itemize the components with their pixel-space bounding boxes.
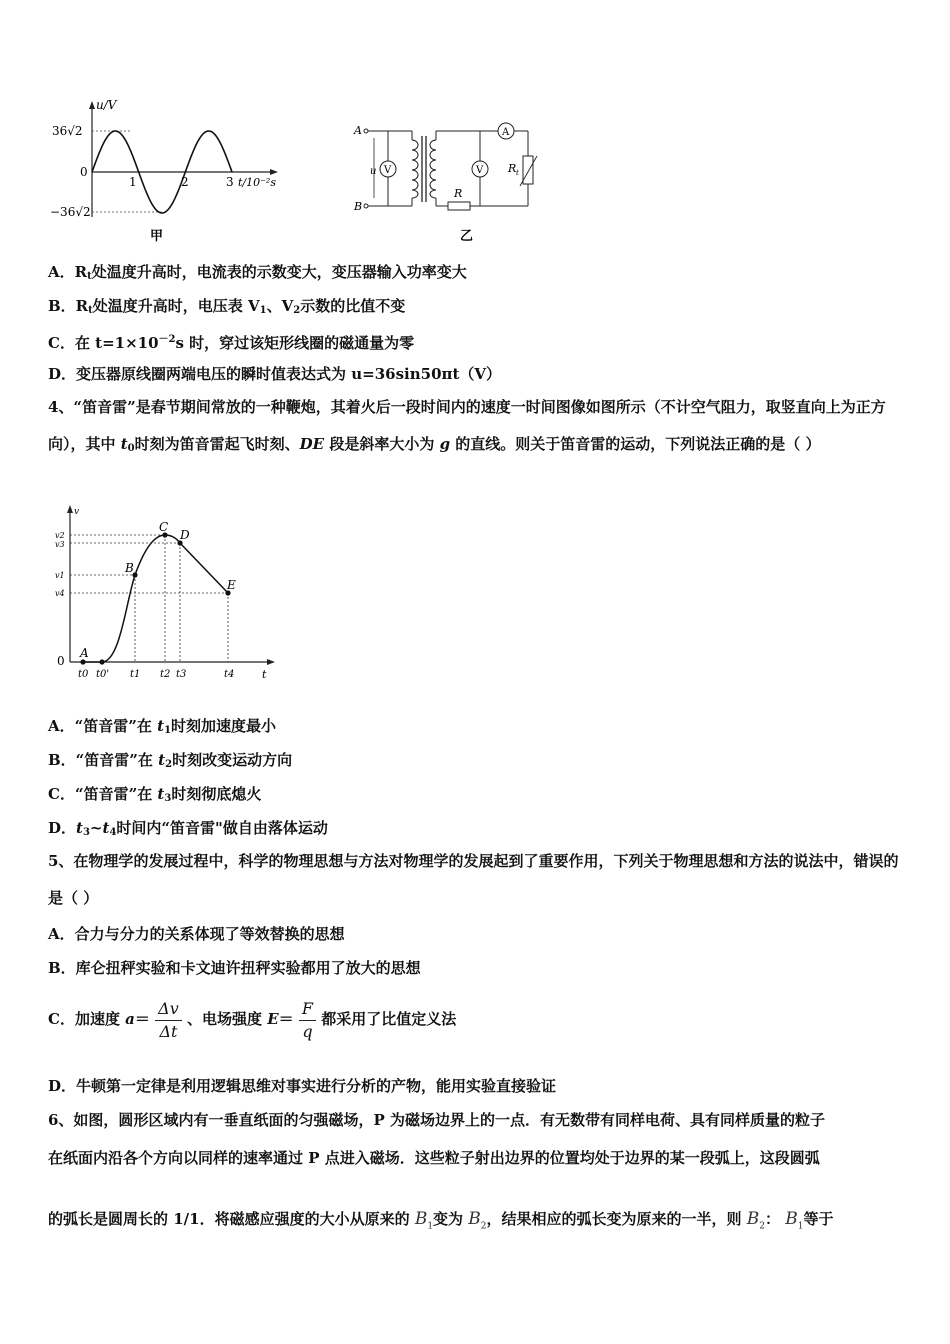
q4-option-d: D．$t_3\sim t_4$时间内“笛音雷"做自由落体运动 — [48, 819, 328, 838]
x-tick-3: 3 — [226, 175, 234, 189]
ammeter-label: A — [502, 127, 510, 138]
q6-line-3: 的弧长是圆周长的 1/1．将磁感应强度的大小从原来的 $B_1$变为 $B_2$，结果相应的弧长变为原来的一半，则 $B_2$： $B_1$等于 — [48, 1209, 834, 1232]
primary-coil — [412, 140, 418, 198]
svg-text:t: t — [516, 169, 519, 177]
thermistor-label: R — [508, 162, 517, 175]
figure-v-t-graph — [50, 502, 280, 687]
x-axis-arrow — [270, 169, 278, 175]
x-tick-2: 2 — [181, 175, 189, 189]
symbol-b1: $B_1$ — [414, 1209, 434, 1232]
origin-label: 0 — [80, 165, 88, 179]
secondary-coil — [430, 140, 436, 198]
q5-stem: 5、在物理学的发展过程中，科学的物理思想与方法对物理学的发展起到了重要作用，下列关于物理思想和方法的说法中，错误的是（ ） — [48, 852, 899, 907]
label-c: C — [159, 520, 169, 534]
caption-yi: 乙 — [460, 229, 474, 243]
voltmeter-v1-label: V — [384, 165, 392, 176]
q5-option-a: A．合力与分力的关系体现了等效替换的思想 — [48, 925, 345, 943]
q4-option-c: C．“笛音雷”在 $t_3$时刻彻底熄火 — [48, 785, 262, 804]
x-unit-label: t/10⁻²s — [238, 176, 276, 189]
label-d: D — [180, 528, 190, 542]
terminal-b-label: B — [354, 200, 363, 213]
t-tick-t0-prime: t0' — [96, 669, 110, 680]
terminal-a-label: A — [354, 124, 362, 137]
q3-option-a: A．$R_t$处温度升高时，电流表的示数变大，变压器输入功率变大 — [48, 263, 467, 282]
t-tick-t3: t3 — [176, 669, 187, 680]
q4-option-b: B．“笛音雷”在 $t_2$时刻改变运动方向 — [48, 751, 293, 770]
q5-option-b: B．库仑扭秤实验和卡文迪许扭秤实验都用了放大的思想 — [48, 959, 421, 977]
resistor-r — [448, 202, 470, 210]
figure-jia-sine-graph — [50, 95, 290, 245]
v-tick-v4: v4 — [55, 589, 65, 598]
origin-label: 0 — [57, 654, 65, 668]
t-tick-t2: t2 — [160, 669, 171, 680]
label-a: A — [80, 646, 89, 660]
v-tick-v3: v3 — [55, 540, 65, 549]
label-e: E — [227, 578, 236, 592]
voltmeter-v2-label: V — [476, 165, 484, 176]
t-axis-label: t — [262, 668, 267, 681]
t-tick-t1: t1 — [130, 669, 141, 680]
q5-option-d: D．牛顿第一定律是利用逻辑思维对事实进行分析的产物，能用实验直接验证 — [48, 1077, 557, 1095]
figure-yi-circuit — [348, 118, 548, 243]
q3-option-c: C．在 $t=1\times 10^{-2}s$ 时，穿过该矩形线圈的磁通量为零 — [48, 334, 415, 352]
terminal-b — [364, 204, 368, 208]
terminal-a — [364, 129, 368, 133]
y-min-label: −36√2 — [50, 205, 91, 219]
q3-option-d: D．变压器原线圈两端电压的瞬时值表达式为 u=36sin50πt（V） — [48, 365, 502, 383]
y-axis-arrow — [89, 101, 95, 109]
fraction-acceleration: $\frac{\Delta v}{\Delta t}$ — [155, 998, 182, 1043]
x-tick-1: 1 — [129, 175, 137, 189]
y-axis-label: u/V — [96, 98, 117, 112]
fraction-field-strength: $\frac{F}{q}$ — [299, 998, 316, 1043]
q5-option-c: C．加速度 a＝ $\frac{\Delta v}{\Delta t}$ 、电场强度 E＝ $\frac{F}{q}$ 都采用了比值定义法 — [48, 998, 457, 1041]
label-b: B — [125, 561, 134, 575]
q4-stem: 4、“笛音雷”是春节期间常放的一种鞭炮，其着火后一段时间内的速度一时间图像如图所示（不计空气阻力，取竖直向上为正方向），其中 $t_0$时刻为笛音雷起飞时刻、DE 段是斜率大小为 g 的直线。则关于笛音雷的运动，下列说法正确的是（ ） — [48, 398, 886, 454]
v-t-curve — [83, 535, 228, 662]
resistor-label: R — [454, 187, 463, 200]
u-label: u — [370, 166, 377, 177]
symbol-b1-ratio: $B_1$ — [785, 1209, 804, 1232]
q6-line-1: 6、如图，圆形区域内有一垂直纸面的匀强磁场，P 为磁场边界上的一点．有无数带有同样电荷、具有同样质量的粒子 — [48, 1111, 825, 1129]
symbol-b2: $B_2$ — [468, 1209, 487, 1232]
q3-option-b: B．$R_t$处温度升高时，电压表 $V_1$、$V_2$示数的比值不变 — [48, 297, 406, 316]
v-tick-v2: v2 — [55, 531, 65, 540]
t-tick-t4: t4 — [224, 669, 235, 680]
dashed-guides — [70, 535, 228, 662]
v-axis-label: v — [74, 507, 80, 517]
t-tick-t0: t0 — [78, 669, 89, 680]
v-tick-v1: v1 — [55, 571, 65, 580]
point-a — [80, 659, 85, 664]
caption-jia: 甲 — [150, 229, 164, 244]
thermistor-rt — [523, 156, 533, 184]
point-t0-prime — [99, 659, 104, 664]
y-max-label: 36√2 — [52, 124, 83, 138]
q6-line-2: 在纸面内沿各个方向以同样的速率通过 P 点进入磁场．这些粒子射出边界的位置均处于边界的某一段弧上，这段圆弧 — [48, 1149, 820, 1167]
q4-option-a: A．“笛音雷”在 $t_1$时刻加速度最小 — [48, 717, 277, 736]
symbol-b2-ratio: $B_2$ — [746, 1209, 766, 1232]
